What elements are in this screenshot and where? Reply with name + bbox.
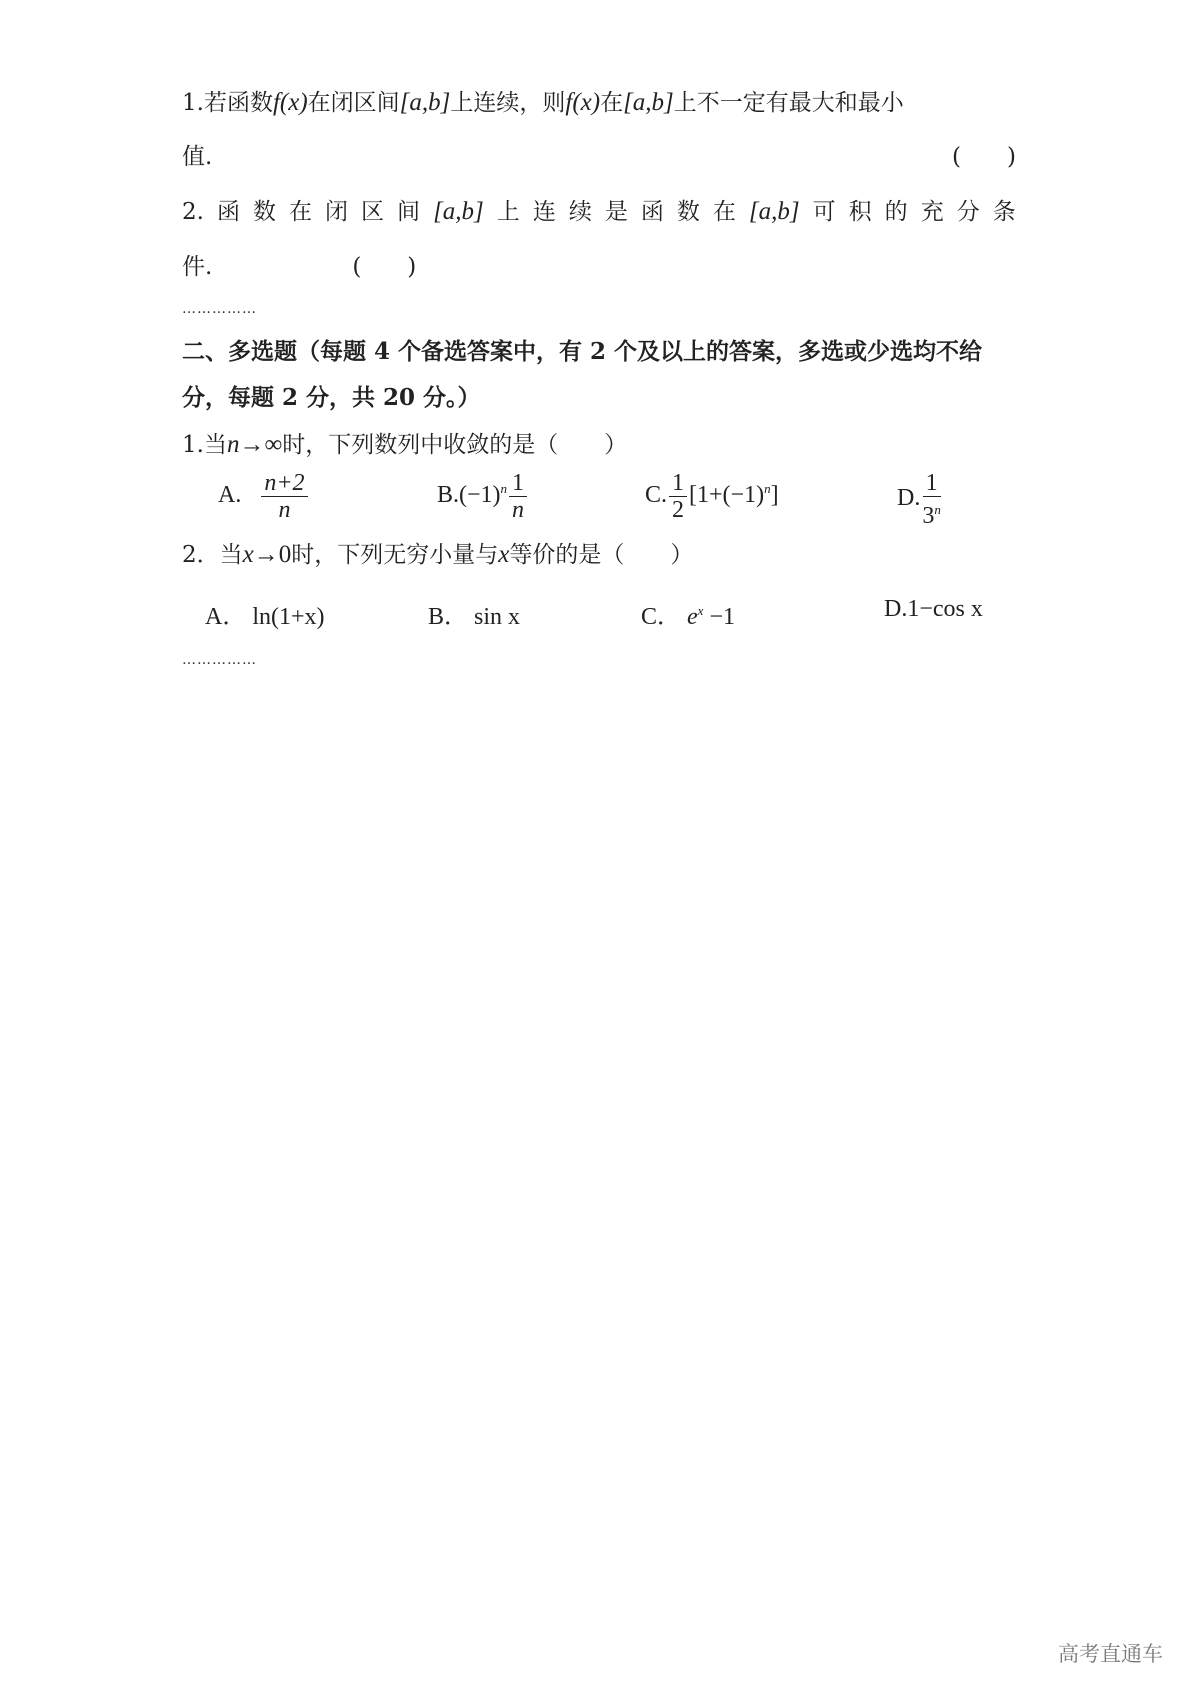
numerator: 1: [669, 470, 687, 497]
s2-q2-stem: [182, 540, 693, 570]
text-char: 数: [252, 199, 276, 225]
text-char: 函: [640, 199, 664, 225]
text: 在闭区间: [307, 90, 400, 116]
math: ln(1+x): [252, 604, 325, 630]
answer-blank: ( ): [952, 144, 1016, 170]
text-char: 可: [812, 199, 836, 225]
numerator: n+2: [261, 470, 307, 497]
text-char: 在: [712, 199, 736, 225]
s2-q2-option-d: [884, 596, 983, 623]
math: −1: [709, 604, 735, 630]
text-char: 条: [992, 199, 1016, 225]
fraction: [261, 470, 307, 523]
text-char: [a,b]: [748, 198, 800, 225]
math: →0: [253, 541, 292, 568]
text: 1.当: [182, 432, 227, 458]
option-label: C．: [641, 604, 682, 630]
exponent: n: [934, 502, 941, 517]
numerator: 1: [923, 470, 941, 497]
math: x: [242, 541, 254, 568]
text-char: 是: [604, 199, 628, 225]
math: →∞: [239, 431, 283, 458]
math: sin x: [474, 604, 521, 630]
text: 值.: [182, 144, 213, 170]
answer-blank: ( ): [352, 254, 417, 280]
text-char: 连: [532, 199, 556, 225]
text: 1.若函数: [182, 90, 273, 116]
math: f(x): [272, 89, 308, 116]
s1-q2-line1: [182, 197, 1016, 227]
text-char: 充: [920, 199, 944, 225]
text-char: 上: [496, 199, 520, 225]
text: 上不一定有最大和最小: [673, 90, 904, 116]
denominator: 3: [922, 503, 935, 529]
s1-q2-line2: [182, 252, 416, 282]
denominator: n: [512, 497, 525, 523]
text: 件.: [182, 254, 213, 280]
s2-q1-option-a: [218, 470, 310, 523]
text-char: 的: [884, 199, 908, 225]
s2-q2-option-b: [428, 596, 520, 631]
math: e: [687, 604, 698, 630]
math: (−1): [459, 482, 501, 509]
math: [a,b]: [399, 89, 451, 116]
s1-q1-line1: [182, 88, 904, 118]
math: x: [498, 541, 510, 568]
numerator: 1: [509, 470, 527, 497]
option-label: A.: [218, 482, 242, 509]
text-char: 2.: [182, 199, 204, 225]
denominator: n: [278, 497, 291, 523]
text-char: 续: [568, 199, 592, 225]
fraction: [509, 470, 527, 523]
exponent: n: [764, 481, 771, 497]
s2-q2-option-c: [641, 596, 735, 631]
math: n: [226, 431, 240, 458]
section2-heading-line2: 分，每题 2 分，共 20 分。）: [182, 384, 481, 411]
s2-q2-option-a: [205, 596, 325, 631]
s2-q1-stem: [182, 430, 627, 460]
fraction: [922, 470, 941, 529]
text: 2．当: [182, 542, 243, 568]
s2-q1-option-b: [437, 470, 529, 523]
option-label: D.: [884, 596, 908, 622]
s1-q1-line2: [182, 142, 1016, 172]
denominator: 2: [672, 497, 685, 523]
text-char: 数: [676, 199, 700, 225]
math: ]: [770, 482, 779, 509]
text-char: 间: [397, 199, 421, 225]
ellipsis: ……………: [182, 301, 257, 317]
option-label: B．: [428, 604, 469, 630]
math: [1+(−1): [689, 482, 765, 509]
exponent: n: [500, 481, 508, 497]
text: 时，下列无穷小量与: [291, 542, 499, 568]
text-char: 函: [216, 199, 240, 225]
exponent: x: [697, 603, 704, 618]
watermark: 高考直通车: [1058, 1642, 1163, 1666]
fraction: [669, 470, 687, 523]
option-label: B.: [437, 482, 460, 509]
math: f(x): [565, 89, 601, 116]
math: 1−cos x: [907, 596, 983, 622]
s2-q1-option-d: [897, 470, 943, 529]
text-char: 在: [289, 199, 312, 225]
text-char: 闭: [325, 199, 349, 225]
text: 时，下列数列中收敛的是（ ）: [282, 432, 628, 458]
section2-heading-line1: 二、多选题（每题 4 个备选答案中，有 2 个及以上的答案，多选或少选均不给: [182, 338, 983, 365]
text-char: 积: [848, 199, 872, 225]
ellipsis: ……………: [182, 652, 257, 668]
text-char: 分: [956, 199, 980, 225]
option-label: D.: [897, 485, 921, 512]
text-char: 区: [361, 199, 385, 225]
s2-q1-option-c: [645, 470, 779, 523]
math: [a,b]: [623, 89, 674, 116]
text-char: [a,b]: [433, 198, 484, 225]
text: 在: [600, 90, 624, 116]
text: 等价的是（ ）: [509, 542, 694, 568]
text: 上连续，则: [450, 90, 566, 116]
option-label: C.: [645, 482, 668, 509]
option-label: A．: [205, 604, 247, 630]
